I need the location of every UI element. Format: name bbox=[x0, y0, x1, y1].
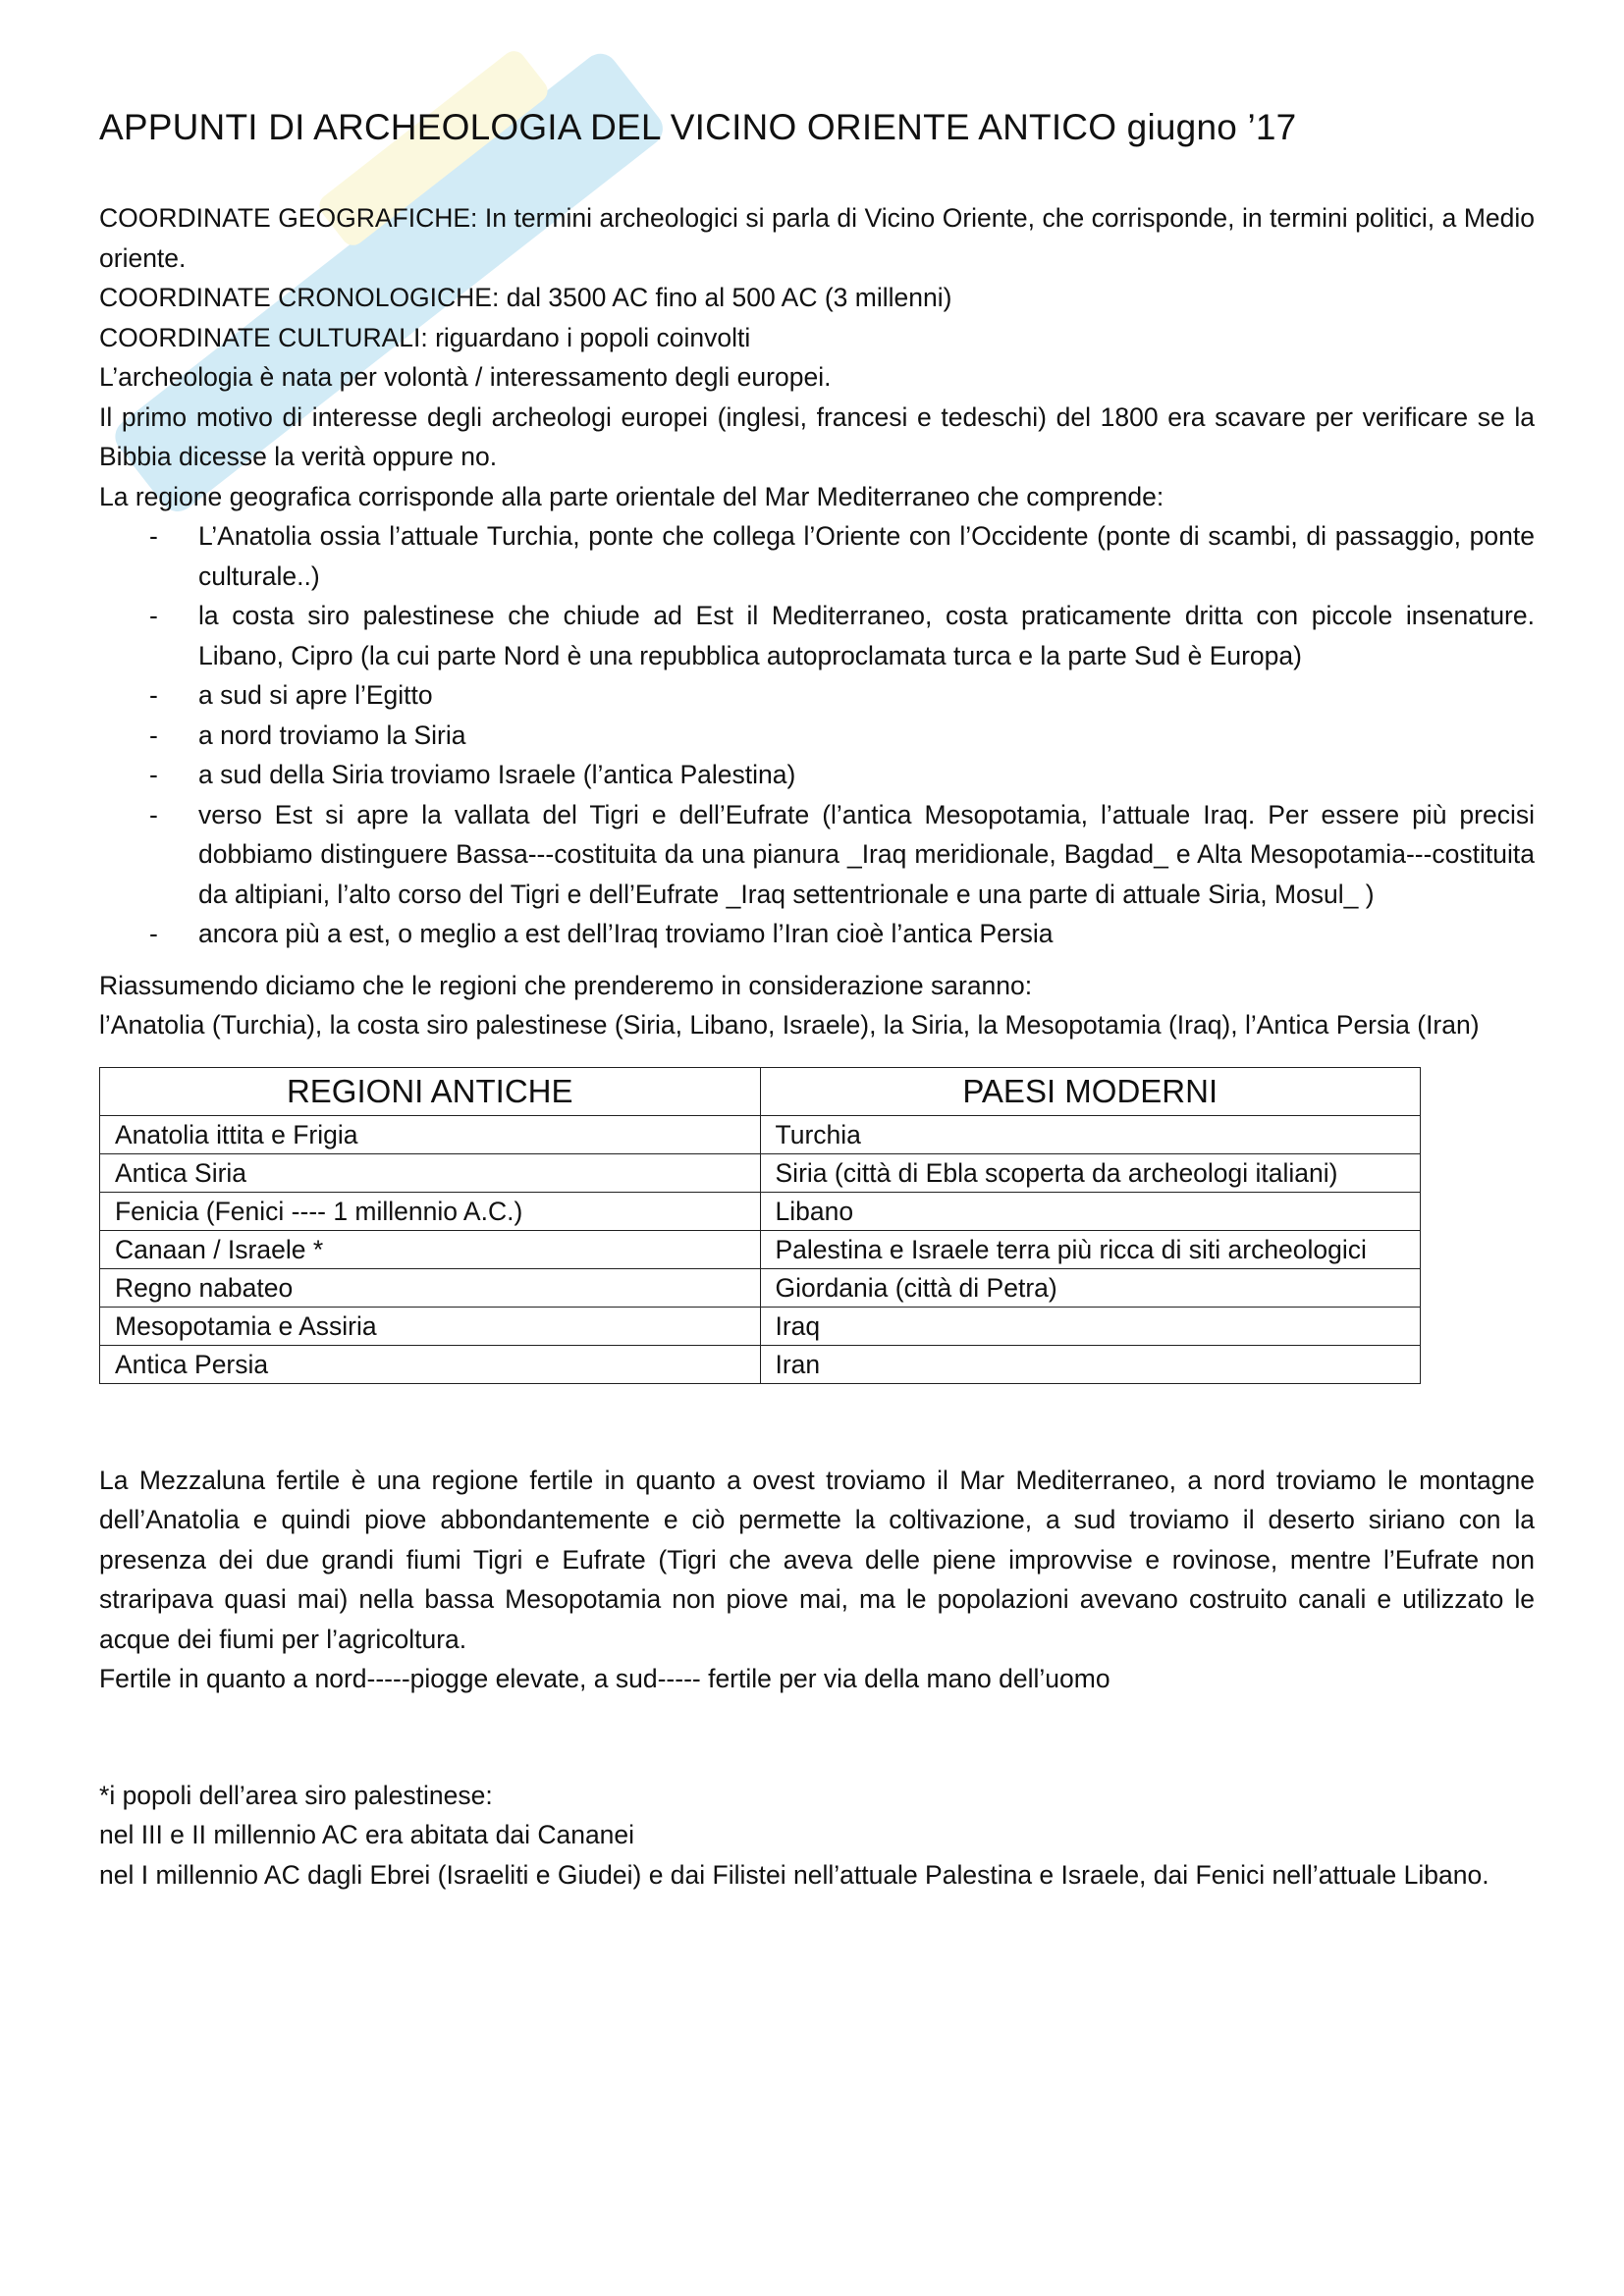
document-title: APPUNTI DI ARCHEOLOGIA DEL VICINO ORIENTE ANTICO giugno ’17 bbox=[99, 107, 1297, 147]
dash-bullet: - bbox=[149, 919, 158, 948]
spacer bbox=[99, 954, 1535, 966]
dash-bullet: - bbox=[149, 521, 158, 551]
intro-paragraph: COORDINATE CULTURALI: riguardano i popoli coinvolti bbox=[99, 322, 751, 352]
list-item bbox=[99, 914, 1535, 954]
table-row bbox=[100, 1192, 1421, 1230]
dash-bullet: - bbox=[149, 680, 158, 710]
list-item bbox=[99, 755, 1535, 795]
table-row bbox=[100, 1230, 1421, 1268]
table-cell: Canaan / Israele * bbox=[100, 1230, 761, 1268]
footnote-section bbox=[99, 1776, 1535, 1896]
table-cell: Libano bbox=[760, 1192, 1421, 1230]
list-item bbox=[99, 516, 1535, 596]
list-item-text: L’Anatolia ossia l’attuale Turchia, ponte che collega l’Oriente con l’Occidente (ponte di scambi, di passaggio, ponte culturale..) bbox=[198, 521, 1535, 591]
list-item-text: a nord troviamo la Siria bbox=[198, 720, 466, 750]
mezzaluna-paragraph: La Mezzaluna fertile è una regione fertile in quanto a ovest troviamo il Mar Mediterraneo, a nord troviamo le montagne dell’Anatolia e quindi piove abbondantemente e ciò permette la coltivazione, a sud troviamo il deserto siriano con la presenza dei due grandi fiumi Tigri e Eufrate (Tigri che aveva delle piene improvvise e rovinose, mentre l’Eufrate non straripava quasi mai) nella bassa Mesopotamia non piove mai, ma le popolazioni avevano costruito canali e utilizzato le acque dei fiumi per l’agricoltura. bbox=[99, 1465, 1535, 1654]
footnote-paragraph: *i popoli dell’area siro palestinese: bbox=[99, 1780, 493, 1810]
dash-bullet: - bbox=[149, 760, 158, 789]
intro-paragraph: COORDINATE GEOGRAFICHE: In termini archeologici si parla di Vicino Oriente, che corrisponde, in termini politici, a Medio oriente. bbox=[99, 203, 1535, 273]
table-header-row bbox=[100, 1067, 1421, 1115]
table-cell: Giordania (città di Petra) bbox=[760, 1268, 1421, 1307]
intro-paragraph: La regione geografica corrisponde alla parte orientale del Mar Mediterraneo che comprende: bbox=[99, 481, 1164, 511]
dash-bullet: - bbox=[149, 720, 158, 750]
table-cell: Iraq bbox=[760, 1307, 1421, 1345]
list-item bbox=[99, 716, 1535, 756]
footnote-paragraph: nel III e II millennio AC era abitata dai Cananei bbox=[99, 1820, 635, 1849]
summary-paragraph: l’Anatolia (Turchia), la costa siro palestinese (Siria, Libano, Israele), la Siria, la Mesopotamia (Iraq), l’Antica Persia (Iran) bbox=[99, 1010, 1480, 1040]
table-cell: Palestina e Israele terra più ricca di siti archeologici bbox=[760, 1230, 1421, 1268]
table-row bbox=[100, 1115, 1421, 1153]
list-item bbox=[99, 675, 1535, 716]
table-row bbox=[100, 1307, 1421, 1345]
column-header: PAESI MODERNI bbox=[760, 1067, 1421, 1115]
summary-section bbox=[99, 966, 1535, 1045]
intro-section bbox=[99, 198, 1535, 516]
list-item bbox=[99, 795, 1535, 915]
regions-table bbox=[99, 1067, 1421, 1384]
mezzaluna-section bbox=[99, 1461, 1535, 1699]
table-row bbox=[100, 1153, 1421, 1192]
list-item-text: ancora più a est, o meglio a est dell’Iraq troviamo l’Iran cioè l’antica Persia bbox=[198, 919, 1054, 948]
list-item bbox=[99, 596, 1535, 675]
table-cell: Iran bbox=[760, 1345, 1421, 1383]
spacer bbox=[99, 1699, 1535, 1776]
intro-paragraph: COORDINATE CRONOLOGICHE: dal 3500 AC fino al 500 AC (3 millenni) bbox=[99, 283, 952, 312]
table-cell: Siria (città di Ebla scoperta da archeologi italiani) bbox=[760, 1153, 1421, 1192]
table-cell: Fenicia (Fenici ---- 1 millennio A.C.) bbox=[100, 1192, 761, 1230]
intro-paragraph: Il primo motivo di interesse degli archeologi europei (inglesi, francesi e tedeschi) del 1800 era scavare per verificare se la Bibbia dicesse la verità oppure no. bbox=[99, 401, 1535, 471]
table-row bbox=[100, 1268, 1421, 1307]
summary-paragraph: Riassumendo diciamo che le regioni che prenderemo in considerazione saranno: bbox=[99, 970, 1033, 1000]
column-header: REGIONI ANTICHE bbox=[100, 1067, 761, 1115]
spacer bbox=[99, 1384, 1535, 1461]
footnote-paragraph: nel I millennio AC dagli Ebrei (Israeliti e Giudei) e dai Filistei nell’attuale Palestina e Israele, dai Fenici nell’attuale Libano. bbox=[99, 1859, 1489, 1890]
intro-paragraph: L’archeologia è nata per volontà / interessamento degli europei. bbox=[99, 362, 832, 392]
table-cell: Anatolia ittita e Frigia bbox=[100, 1115, 761, 1153]
list-item-text: a sud della Siria troviamo Israele (l’antica Palestina) bbox=[198, 760, 796, 789]
region-list bbox=[99, 516, 1535, 954]
table-cell: Antica Persia bbox=[100, 1345, 761, 1383]
dash-bullet: - bbox=[149, 799, 158, 829]
list-item-text: verso Est si apre la vallata del Tigri e dell’Eufrate (l’antica Mesopotamia, l’attuale Iraq. Per essere più precisi dobbiamo distinguere Bassa---costituita da una pianura _Iraq meridionale, Bagdad_ e Alta Mesopotamia---costituita da altipiani, l’alto corso del Tigri e dell’Eufrate _Iraq settentrionale e una parte di attuale Siria, Mosul_ ) bbox=[198, 799, 1535, 909]
mezzaluna-paragraph: Fertile in quanto a nord-----piogge elevate, a sud----- fertile per via della mano dell’uomo bbox=[99, 1664, 1110, 1693]
table-cell: Regno nabateo bbox=[100, 1268, 761, 1307]
table-cell: Turchia bbox=[760, 1115, 1421, 1153]
table-cell: Mesopotamia e Assiria bbox=[100, 1307, 761, 1345]
document-body bbox=[99, 103, 1535, 1895]
table-cell: Antica Siria bbox=[100, 1153, 761, 1192]
list-item-text: a sud si apre l’Egitto bbox=[198, 680, 433, 710]
list-item-text: la costa siro palestinese che chiude ad Est il Mediterraneo, costa praticamente dritta con piccole insenature. Libano, Cipro (la cui parte Nord è una repubblica autoproclamata turca e la parte Sud è Europa) bbox=[198, 601, 1535, 670]
table-row bbox=[100, 1345, 1421, 1383]
dash-bullet: - bbox=[149, 601, 158, 630]
